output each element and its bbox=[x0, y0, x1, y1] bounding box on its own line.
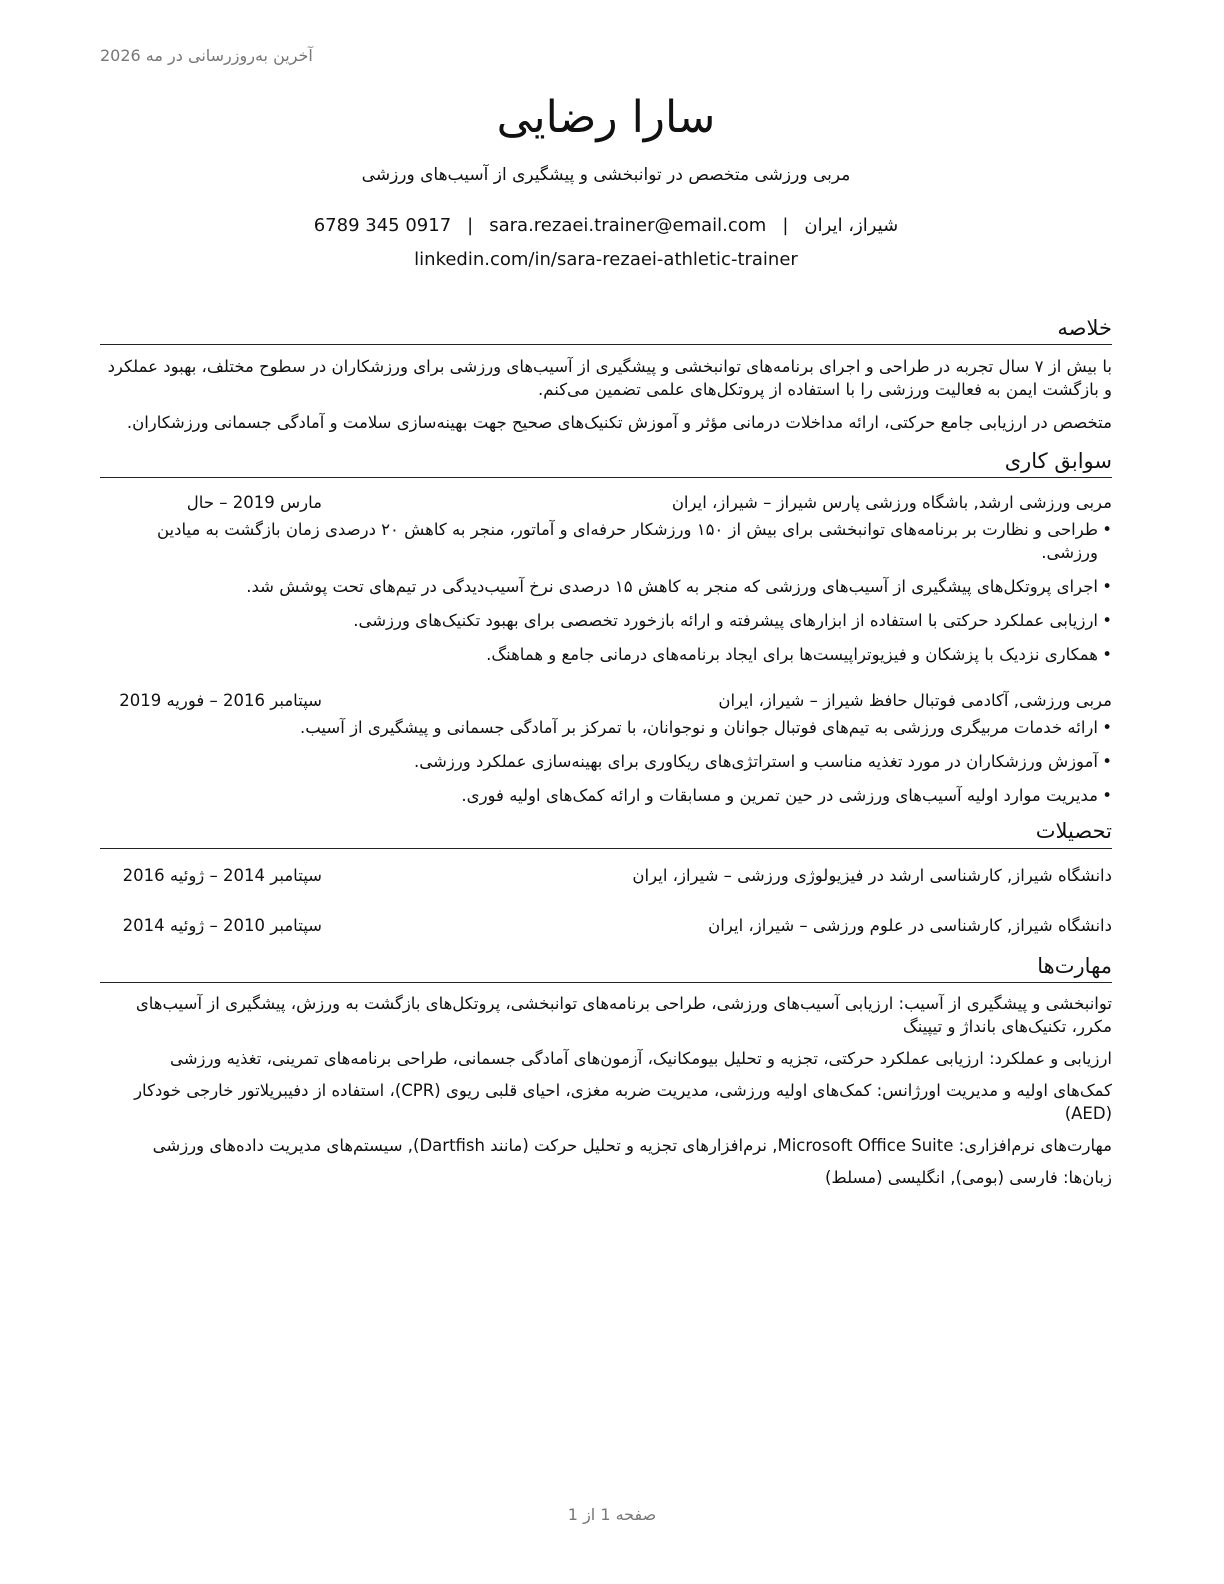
skill-line: کمک‌های اولیه و مدیریت اورژانس: کمک‌های اولیه ورزشی، مدیریت ضربه مغزی، احیای قلبی ریوی (CPR)، استفاده از دفیبریلاتور خارجی خودکار (AED) bbox=[134, 1080, 1112, 1123]
professional-headline: مربی ورزشی متخصص در توانبخشی و پیشگیری از آسیب‌های ورزشی bbox=[361, 164, 851, 185]
section-title-experience: سوابق کاری bbox=[100, 448, 1112, 478]
job-header bbox=[100, 688, 1112, 714]
skill-line: توانبخشی و پیشگیری از آسیب: ارزیابی آسیب‌های ورزشی، طراحی برنامه‌های توانبخشی، پروتکل‌های بازگشت به ورزش، پیشگیری از آسیب‌های مکرر، تکنیک‌های بانداژ و تیپینگ bbox=[135, 993, 1112, 1036]
person-name: سارا رضایی bbox=[496, 92, 716, 143]
job-bullet-text: مدیریت موارد اولیه آسیب‌های ورزشی در حین تمرین و مسابقات و ارائه کمک‌های اولیه فوری. bbox=[461, 786, 1098, 806]
email-link[interactable]: sara.rezaei.trainer@email.com bbox=[489, 214, 767, 236]
job-bullet bbox=[100, 518, 1112, 564]
contact-line bbox=[100, 209, 1112, 243]
linkedin-link[interactable]: linkedin.com/in/sara-rezaei-athletic-trainer bbox=[414, 248, 798, 270]
job-bullet-text: اجرای پروتکل‌های پیشگیری از آسیب‌های ورزشی که منجر به کاهش ۱۵ درصدی نرخ آسیب‌دیدگی در تیم‌های تحت پوشش شد. bbox=[246, 577, 1098, 597]
education-degree: دانشگاه شیراز, کارشناسی ارشد در فیزیولوژی ورزشی – شیراز، ایران bbox=[632, 865, 1112, 885]
experience-section bbox=[100, 448, 1112, 807]
job-bullet bbox=[100, 750, 1112, 773]
section-title-summary: خلاصه bbox=[100, 315, 1112, 345]
job-bullets bbox=[100, 716, 1112, 807]
education-degree: دانشگاه شیراز, کارشناسی در علوم ورزشی – شیراز، ایران bbox=[708, 915, 1112, 935]
contact-separator: | bbox=[467, 214, 474, 236]
phone-number: 6789 345 0917 bbox=[313, 214, 452, 236]
skills-section bbox=[100, 953, 1112, 1189]
education-section bbox=[100, 818, 1112, 938]
job-bullet-text: ارائه خدمات مربیگری ورزشی به تیم‌های فوتبال جوانان و نوجوانان، با تمرکز بر آمادگی جسمانی و پیشگیری از آسیب. bbox=[299, 718, 1098, 738]
job-bullet bbox=[100, 575, 1112, 598]
job-bullet bbox=[100, 609, 1112, 632]
bullet-icon: • bbox=[1102, 645, 1112, 665]
job-bullet-text: همکاری نزدیک با پزشکان و فیزیوتراپیست‌ها برای ایجاد برنامه‌های درمانی جامع و هماهنگ. bbox=[486, 645, 1098, 665]
job-bullet-text: ارزیابی عملکرد حرکتی با استفاده از ابزارهای پیشرفته و ارائه بازخورد تخصصی برای بهبود تکنیک‌های ورزشی. bbox=[353, 611, 1098, 631]
job-bullet bbox=[100, 643, 1112, 666]
job-dates: مارس 2019 – حال bbox=[186, 493, 322, 513]
summary-section bbox=[100, 315, 1112, 434]
bullet-icon: • bbox=[1102, 520, 1112, 540]
job-entry bbox=[100, 688, 1112, 807]
job-bullet-text: طراحی و نظارت بر برنامه‌های توانبخشی برای بیش از ۱۵۰ ورزشکار حرفه‌ای و آماتور، منجر به کاهش ۲۰ درصدی زمان بازگشت به میادین ورزشی. bbox=[156, 520, 1098, 563]
skill-line: زبان‌ها: فارسی (بومی), انگلیسی (مسلط) bbox=[824, 1167, 1112, 1187]
job-bullet-text: آموزش ورزشکاران در مورد تغذیه مناسب و استراتژی‌های ریکاوری برای بهینه‌سازی عملکرد ورزشی. bbox=[414, 752, 1098, 772]
education-entry bbox=[100, 863, 1112, 889]
contact-separator: | bbox=[782, 214, 789, 236]
education-dates: سپتامبر 2014 – ژوئیه 2016 bbox=[122, 865, 322, 885]
section-title-education: تحصیلات bbox=[100, 818, 1112, 848]
last-updated-note: آخرین به‌روزرسانی در مه 2026 bbox=[100, 46, 313, 65]
skill-line: مهارت‌های نرم‌افزاری: Microsoft Office Suite, نرم‌افزارهای تجزیه و تحلیل حرکت (مانند Dartfish), سیستم‌های مدیریت داده‌های ورزشی bbox=[152, 1135, 1112, 1155]
contact-info bbox=[100, 209, 1112, 277]
job-bullet bbox=[100, 716, 1112, 739]
bullet-icon: • bbox=[1102, 577, 1112, 597]
education-dates: سپتامبر 2010 – ژوئیه 2014 bbox=[122, 915, 322, 935]
job-bullet bbox=[100, 784, 1112, 807]
job-dates: سپتامبر 2016 – فوریه 2019 bbox=[119, 691, 322, 711]
job-header bbox=[100, 490, 1112, 516]
job-bullets bbox=[100, 518, 1112, 666]
skill-line: ارزیابی و عملکرد: ارزیابی عملکرد حرکتی، تجزیه و تحلیل بیومکانیک، آزمون‌های آمادگی جسمانی، طراحی برنامه‌های تمرینی، تغذیه ورزشی bbox=[169, 1048, 1112, 1068]
summary-paragraph: با بیش از ۷ سال تجربه در طراحی و اجرای برنامه‌های توانبخشی و پیشگیری از آسیب‌های ورزشی برای ورزشکاران در سطوح مختلف، بهبود عملکرد و بازگشت ایمن به فعالیت ورزشی را با استفاده از پروتکل‌های علمی تضمین می‌کنم. bbox=[107, 357, 1112, 400]
bullet-icon: • bbox=[1102, 752, 1112, 772]
bullet-icon: • bbox=[1102, 611, 1112, 631]
resume-header bbox=[100, 0, 1112, 277]
bullet-icon: • bbox=[1102, 786, 1112, 806]
summary-paragraph: متخصص در ارزیابی جامع حرکتی، ارائه مداخلات درمانی مؤثر و آموزش تکنیک‌های صحیح جهت بهینه‌سازی سلامت و آمادگی جسمانی ورزشکاران. bbox=[126, 413, 1112, 433]
job-title: مربی ورزشی, آکادمی فوتبال حافظ شیراز – شیراز، ایران bbox=[718, 691, 1112, 711]
section-title-skills: مهارت‌ها bbox=[100, 953, 1112, 983]
linkedin-line bbox=[100, 243, 1112, 277]
job-title: مربی ورزشی ارشد, باشگاه ورزشی پارس شیراز – شیراز، ایران bbox=[671, 493, 1112, 513]
location-text: شیراز، ایران bbox=[804, 214, 899, 236]
job-entry bbox=[100, 490, 1112, 666]
page-number: صفحه 1 از 1 bbox=[567, 1505, 657, 1524]
education-entry bbox=[100, 913, 1112, 939]
bullet-icon: • bbox=[1102, 718, 1112, 738]
